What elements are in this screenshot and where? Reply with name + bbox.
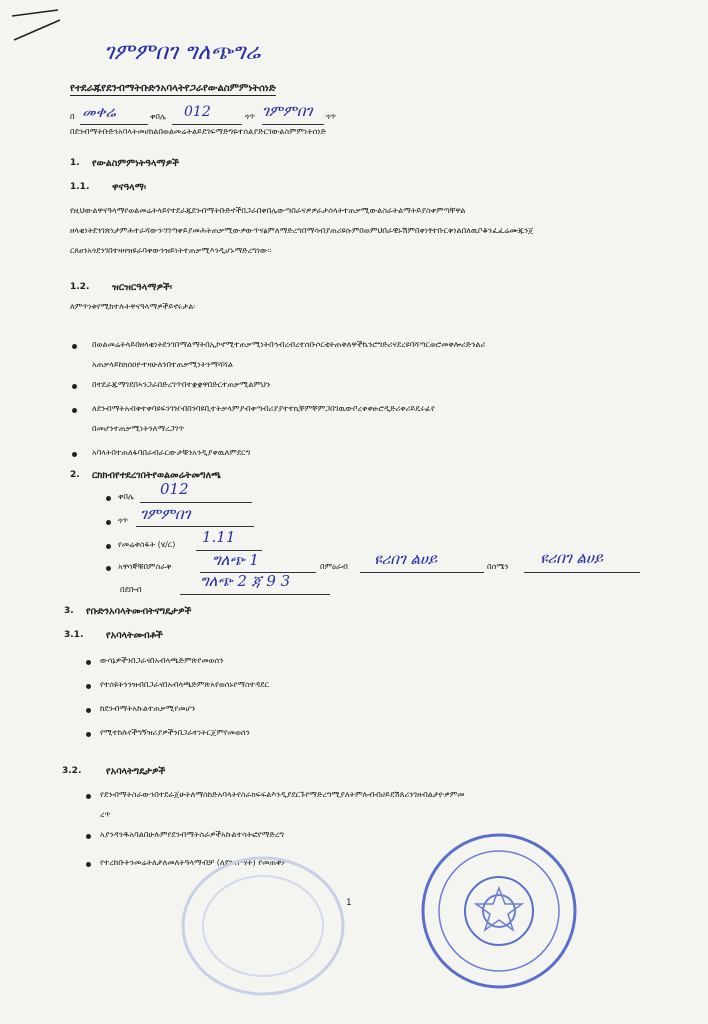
field-north-label: በሰሜን [487, 562, 509, 571]
rights-bullet-2: የተሰዩትንንዝብበጋራናበአብላጫድምጽአየወሰኑየማስተዳደር [100, 680, 269, 689]
section-1-number: 1. [70, 158, 80, 168]
field-got-value: ገምምበገ [140, 505, 191, 523]
section-3-2-number: 3.2. [62, 766, 82, 776]
section-1-2-intro: ለምጥነቱየሚከተሉትዋናዓላማዎችይኖሩታል፡ [70, 302, 196, 311]
section-2-number: 2. [70, 470, 80, 480]
section-1-1-line-1: የዚህውልዋናዓላማየወልመሬትላይየተደራጁደንብማትቡድኖችበጋራበቀበሌውጣበራናዎዎራታሰላትተጠቃሚውልስራትልማትይያስቀምጣቸዋል [70, 206, 466, 215]
field-west-label: በምዕራብ [320, 562, 348, 571]
field-got-label: ጎጥ [118, 516, 129, 525]
page-number: 1 [346, 898, 352, 908]
section-1-2-number: 1.2. [70, 282, 90, 292]
rights-bullet-4: የሚተከሉየችግኝዝሪያዎችንበጋራተነትርጀምየመወሰን [100, 728, 250, 737]
duties-bullet-2: አያንዳንዱአባልበሁሉምየደንብማትስራዎችአኩልተሳትፎየማድረግ [100, 830, 284, 839]
intro-prefix: በ [70, 112, 75, 121]
section-3-number: 3. [64, 606, 74, 616]
field-east-value: ግለጭ 1 [212, 551, 259, 569]
field-south-label: በደቡብ [120, 585, 142, 594]
intro-kebele-value: 012 [184, 104, 211, 120]
section-2-title: ርክክብየተደረገበትየወልመሬትመግለጫ [92, 470, 221, 481]
rights-bullet-3: ከደንብማትአኩልተጠቃሚየመሆን [100, 704, 196, 713]
field-area-value: 1.11 [202, 528, 236, 546]
pen-stroke-mark [8, 6, 64, 46]
official-stamp [418, 830, 580, 992]
section-1-1-number: 1.1. [70, 182, 90, 192]
section-3-1-title: የአባላትመብቶች [106, 630, 163, 641]
intro-kebele-label: ቀበሌ [150, 112, 166, 121]
duties-bullet-1-cont: ረጥ [100, 810, 111, 819]
intro-got-label: ጎጥ [245, 112, 256, 121]
section-3-2-title: የአባላትግዴታዎች [106, 766, 166, 777]
intro-line-2: በደንብማትቡድንአባላትመሀከልበወልመሬትልይደገፍማድግዬተሰልያድርገውልስምምነትሰነድ [70, 127, 327, 136]
field-kebele-value: 012 [160, 480, 189, 498]
section-1-1-title: ዋናዓላማ፡ [112, 182, 147, 193]
handwritten-group-name: ገምምበገ ግለጭግሬ [104, 40, 261, 65]
section-1-2-bullet-3-cont: በመሆንተጠቃሚነትንለማረጋገጥ [92, 424, 185, 433]
section-1-1-line-2: ዘላቂነትደንገጽነታምሕተራሻውን፡ገገጣቀይያመሕትጠቃሚውዎውጥናፅምለማድረግበማሳብያጠሪዩሱምበወምህበራዊኑሽምበቀነፃተቡርቅነልበለዉቦቆንፈፈሬሙጁንጀ [70, 226, 534, 235]
section-1-2-bullet-1: በወልመሬትላይበዘላቂነትደንገበማልማትበኢኮኖሚተጠቃሚነትበኅብረብረተሰቡሶርቲትጠቅለዋችኬንሮግድሪናደረዩባሻጣርወሮመቅሎሪድንልሪ [92, 340, 486, 349]
faint-stamp-left [178, 846, 348, 996]
field-south-value: ግለጭ 2 ጃ 9 3 [200, 572, 291, 590]
intro-suffix: ጎጥ [326, 112, 337, 121]
field-kebele-label: ቀበሌ [118, 492, 134, 501]
field-east-label: አዋሳኞቹበምስራቅ [118, 562, 172, 571]
section-1-2-bullet-2: በተደራጁማገደበኣንጋራበድረገጥበተቋቋዋበድርተጠቃሚልምህን [92, 380, 271, 389]
intro-place-value: መቀሬ [82, 103, 116, 121]
section-1-2-bullet-4: አባላትበተጠለፋባበራብራርውታቹንአንዲያቀዉለምደርግ [92, 448, 251, 457]
duties-bullet-3: የተረከቡትንመሬትለታለመለትዓላማብቻ (ለደንብማት) የመጠቀም [100, 858, 289, 867]
rights-bullet-1: ውሳኔዎችንበጋራናበአብላጫድምጽየመወሰን [100, 656, 224, 665]
section-1-2-bullet-1-cont: አጠቃላይከክሰዐዮተዛሁለንበተጠቃሚነትንማሻሻል [92, 360, 233, 369]
section-1-2-title: ዝርዝርዓላማዎች፡ [112, 282, 173, 293]
field-north-value: ዩሪበገ ልሀይ [540, 549, 604, 567]
section-3-title: የቡድንአባላትመብትናግዴታዎች [86, 606, 192, 617]
duties-bullet-1: የደንብማትስራውንበተደራጀሁትለማስከድአባላትየስራክፍፍልእንዲያደርጉየማድረግሚያለትምሉብብሀይደሽጰሪንገዘብልታዮዎምመ [100, 790, 465, 799]
section-3-1-number: 3.1. [64, 630, 84, 640]
field-area-label: የመሬቱስፋት (ሄ/ር) [118, 540, 176, 549]
section-1-title: የውልስምምነትዓላማዎች [92, 158, 179, 169]
section-1-1-line-3: ርጸፀንአጎደንገበተዛዛዝዩራባቀውንዝይነትተጠቃሚእንዲሆኑማድረግነው፡፡ [70, 246, 272, 255]
section-1-2-bullet-3: ለደንብማትአብቅተቀባዩፍንገዠብበንባዩቢተትቃላምያብቀጣብሪያያተተኪቸምቸምጋበገዉውቦረቀቀፁሮዲድሪቀሪይዴሩፊየ [92, 404, 435, 413]
intro-got-value: ገምምበገ [262, 102, 313, 120]
document-title: የተደራጁየደንብማትቡድንአባላትየጋራየውልስምምነትሰነድ [70, 83, 276, 94]
field-west-value: ዩሪበገ ልሀይ [374, 550, 438, 568]
